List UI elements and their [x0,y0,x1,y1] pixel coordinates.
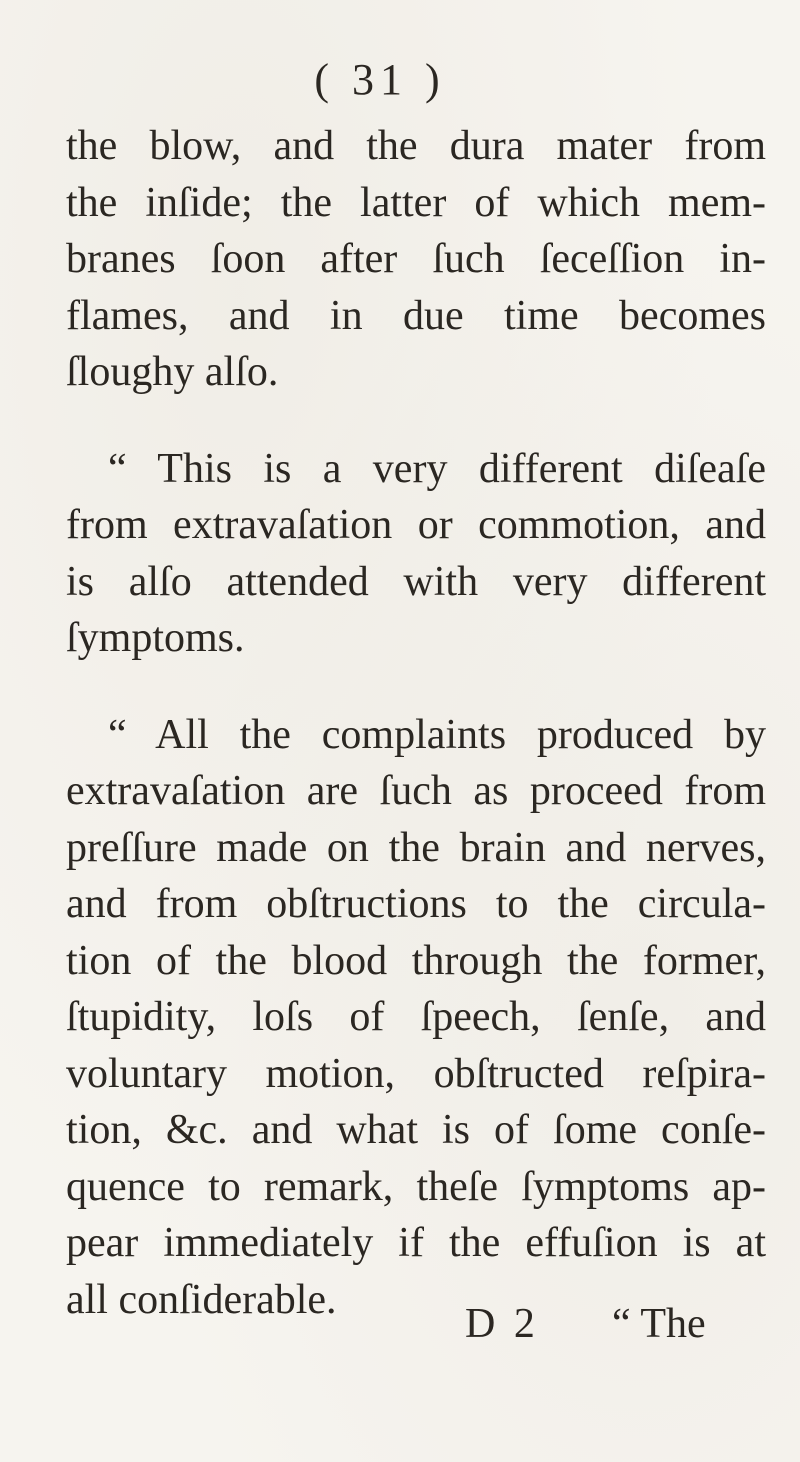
text-line: ſloughy alſo. [66,349,279,395]
text-line: preſſure made on the brain and nerves, [66,824,766,871]
text-line: flames, and in due time becomes [66,292,766,339]
text-line: tion of the blood through the former, [66,937,766,984]
text-line: pear immediately if the effuſion is at [66,1220,766,1266]
text-line: branes ſoon after ſuch ſeceſſion in- [66,236,766,282]
text-line: from extravaſation or commotion, and [66,502,766,548]
text-line: ſymptoms. [66,615,245,661]
text-line: the inſide; the latter of which mem- [66,179,766,226]
text-line: the blow, and the dura mater from [66,123,766,169]
signature-mark: D 2 [465,1301,539,1347]
text-line: and from obſtructions to the circula- [66,881,766,927]
page-footer [0,1300,800,1356]
text-line: extravaſation are ſuch as proceed from [66,768,766,814]
text-line: “ All the complaints produced by [108,711,766,758]
text-line: tion, &c. and what is of ſome conſe- [66,1107,766,1153]
paragraph-gap [66,401,766,441]
text-line: ſtupidity, loſs of ſpeech, ſenſe, and [66,994,766,1040]
paragraph [66,707,766,1329]
text-line: “ This is a very different diſeaſe [108,445,766,492]
page-number: ( 31 ) [314,55,446,104]
text-line: all conſiderable. [66,1276,337,1323]
text-line: quence to remark, theſe ſymptoms ap- [66,1163,766,1210]
paragraph-gap [66,667,766,707]
text-line: is alſo attended with very different [66,558,766,605]
body-text [66,118,766,1328]
catchword: “ The [612,1301,706,1347]
text-line: voluntary motion, obſtructed reſpira- [66,1050,766,1097]
paragraph [66,118,766,401]
paragraph [66,441,766,667]
